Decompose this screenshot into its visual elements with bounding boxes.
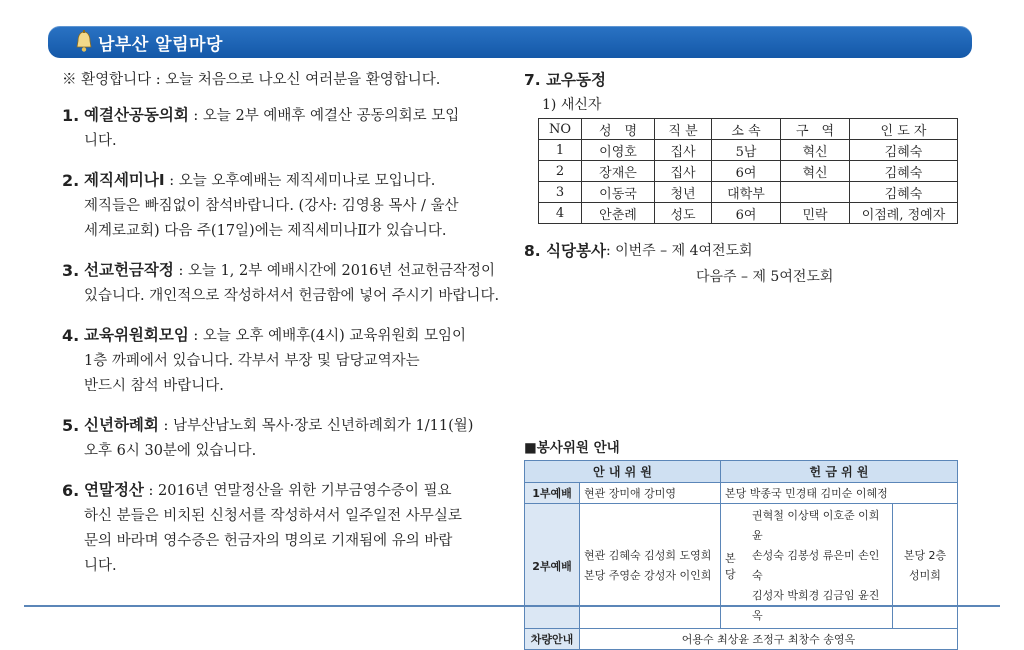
- cafeteria-service: [524, 238, 964, 290]
- extra-line: 본당 2층: [903, 549, 947, 562]
- item-number: 4.: [62, 326, 80, 345]
- service-table: [524, 460, 958, 650]
- new-members-table: [538, 118, 958, 224]
- item-text: : 2016년 연말정산을 위한 기부금영수증이 필요: [143, 483, 452, 499]
- offering-cell: [721, 504, 893, 629]
- notice-header-bar: [48, 26, 972, 58]
- item-text: 하신 분들은 비치된 신청서를 작성하셔서 일주일전 사무실로: [84, 508, 462, 524]
- item-text: : 오늘 오후예배는 제직세미나로 모입니다.: [164, 173, 436, 189]
- table-cell: 이점례, 정예자: [850, 203, 958, 224]
- offering-line: 손성숙 김봉성 류은미 손인숙: [751, 549, 880, 582]
- extra-line: 성미희: [909, 569, 941, 582]
- guide-cell: [580, 504, 721, 629]
- column-header: 직 분: [655, 119, 712, 140]
- table-cell: 대학부: [712, 182, 781, 203]
- table-cell: 1: [539, 140, 582, 161]
- offering-cell: 본당 박종국 민경태 김미순 이혜정: [721, 483, 958, 504]
- announcement-item: [62, 168, 512, 244]
- section-subtitle: 1) 새신자: [542, 97, 602, 113]
- item-title: 신년하례회: [84, 416, 159, 434]
- cafeteria-line: 다음주 – 제 5여전도회: [695, 269, 834, 285]
- vehicle-cell: 어용수 최상윤 조정구 최창수 송영옥: [580, 629, 958, 650]
- table-row: [525, 504, 958, 629]
- offering-header: 헌 금 위 원: [721, 461, 958, 483]
- item-title: 예결산공동의회: [84, 106, 189, 124]
- offering-sublabel: 본당: [725, 552, 736, 581]
- table-cell: 장재은: [582, 161, 655, 182]
- service-title: ■봉사위원 안내: [524, 440, 620, 456]
- item-number: 5.: [62, 416, 80, 435]
- cafeteria-line: : 이번주 – 제 4여전도회: [605, 243, 753, 259]
- item-number: 1.: [62, 106, 80, 125]
- table-cell: 집사: [655, 140, 712, 161]
- footer-divider: [24, 605, 1000, 607]
- table-cell: 6여: [712, 203, 781, 224]
- item-text: 니다.: [84, 133, 117, 149]
- announcement-item: [62, 413, 512, 464]
- announcement-item: [62, 103, 512, 154]
- guide-line: 현관 김혜숙 김성희 도영희: [584, 549, 712, 562]
- right-column: [524, 68, 964, 290]
- column-header: 소 속: [712, 119, 781, 140]
- item-text: 문의 바라며 영수증은 헌금자의 명의로 기재됨에 유의 바랍: [84, 533, 453, 549]
- table-cell: 김혜숙: [850, 161, 958, 182]
- table-cell: 혁신: [781, 140, 850, 161]
- item-text: : 남부산남노회 목사·장로 신년하례회가 1/11(월): [158, 418, 474, 434]
- table-cell: 3: [539, 182, 582, 203]
- item-title: 교육위원회모임: [84, 326, 189, 344]
- table-cell: 6여: [712, 161, 781, 182]
- announcements-column: [62, 68, 512, 593]
- table-cell: 성도: [655, 203, 712, 224]
- table-cell: 김혜숙: [850, 182, 958, 203]
- item-title: 선교헌금작정: [84, 261, 174, 279]
- table-cell: 안춘례: [582, 203, 655, 224]
- item-text: : 오늘 오후 예배후(4시) 교육위원회 모임이: [188, 328, 467, 344]
- item-number: 6.: [62, 481, 80, 500]
- table-row: [525, 629, 958, 650]
- section-title: 7. 교우동정: [524, 71, 606, 89]
- column-header: NO: [539, 119, 582, 140]
- column-header: 성 명: [582, 119, 655, 140]
- table-header-row: [539, 119, 958, 140]
- table-row: [525, 483, 958, 504]
- table-cell: 혁신: [781, 161, 850, 182]
- guide-line: 본당 주영순 강성자 이인희: [584, 569, 712, 582]
- item-title: 제직세미나Ⅰ: [84, 171, 165, 189]
- item-text: 반드시 참석 바랍니다.: [84, 378, 224, 394]
- table-cell: 2: [539, 161, 582, 182]
- table-cell: 이동국: [582, 182, 655, 203]
- table-cell: 청년: [655, 182, 712, 203]
- item-text: 세계로교회) 다음 주(17일)에는 제직세미나Ⅱ가 있습니다.: [84, 223, 447, 239]
- service-committee: [524, 436, 960, 650]
- offering-line: 권혁철 이상택 이호준 이희윤: [751, 509, 880, 542]
- table-row: [539, 203, 958, 224]
- table-cell: 4: [539, 203, 582, 224]
- announcement-item: [62, 323, 512, 399]
- table-cell: 5남: [712, 140, 781, 161]
- table-row: [539, 140, 958, 161]
- guide-header: 안 내 위 원: [525, 461, 721, 483]
- welcome-text: ※ 환영합니다 : 오늘 처음으로 나오신 여러분을 환영합니다.: [62, 72, 441, 88]
- item-number: 3.: [62, 261, 80, 280]
- table-cell: [781, 182, 850, 203]
- item-text: 니다.: [84, 558, 117, 574]
- row-label: 차량안내: [525, 629, 580, 650]
- table-cell: 김혜숙: [850, 140, 958, 161]
- item-text: 1층 까페에서 있습니다. 각부서 부장 및 담당교역자는: [84, 353, 420, 369]
- offering-line: 김성자 박희경 김금임 윤진옥: [751, 589, 880, 622]
- section-title: 8. 식당봉사: [524, 242, 606, 260]
- table-cell: 이영호: [582, 140, 655, 161]
- announcement-item: [62, 258, 512, 309]
- item-text: 있습니다. 개인적으로 작성하셔서 헌금함에 넣어 주시기 바랍니다.: [84, 288, 500, 304]
- table-cell: 집사: [655, 161, 712, 182]
- item-text: 오후 6시 30분에 있습니다.: [84, 443, 257, 459]
- item-text: : 오늘 1, 2부 예배시간에 2016년 선교헌금작정이: [173, 263, 496, 279]
- row-label: 1부예배: [525, 483, 580, 504]
- item-text: : 오늘 2부 예배후 예결산 공동의회로 모입: [188, 108, 460, 124]
- table-row: [539, 182, 958, 203]
- church-bell-icon: [74, 30, 94, 54]
- column-header: 구 역: [781, 119, 850, 140]
- item-title: 연말정산: [84, 481, 144, 499]
- row-label: 2부예배: [525, 504, 580, 629]
- column-header: 인 도 자: [850, 119, 958, 140]
- guide-cell: 현관 장미애 강미영: [580, 483, 721, 504]
- table-row: [539, 161, 958, 182]
- page-title: 남부산 알림마당: [98, 35, 223, 55]
- item-text: 제직들은 빠짐없이 참석바랍니다. (강사: 김영용 목사 / 울산: [84, 198, 459, 214]
- table-cell: 민락: [781, 203, 850, 224]
- announcement-item: [62, 478, 512, 579]
- extra-cell: [893, 504, 958, 629]
- item-number: 2.: [62, 171, 80, 190]
